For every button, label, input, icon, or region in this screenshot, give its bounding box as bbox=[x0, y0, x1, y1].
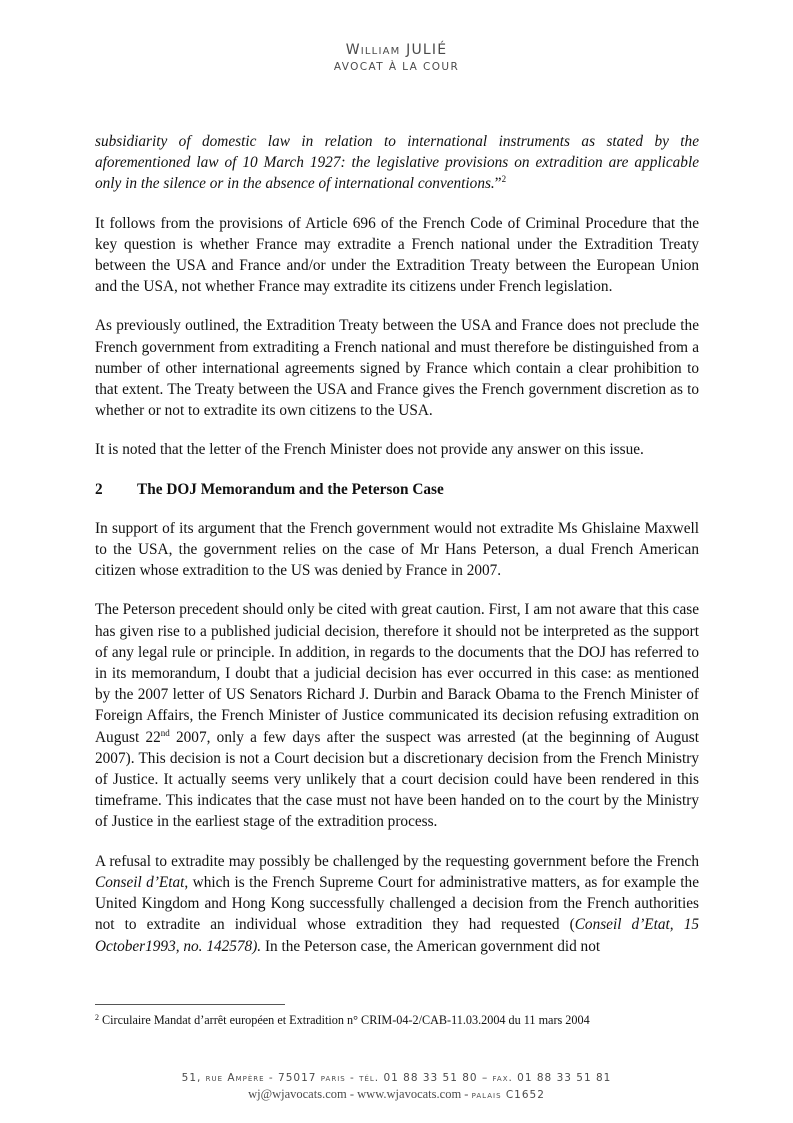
footer-address: 51, rue Ampère - 75017 paris - tél. 01 88 33 51 80 – fax. 01 88 33 51 81 bbox=[181, 1072, 612, 1084]
text-run: The Peterson precedent should only be cited with great caution. First, I am not aware that this case has given rise to a published judicial decision, therefore it should not be interpreted as the support of any legal rule or principle. In addition, in regards to the documents that the DOJ has referred to in its memorandum, I doubt that a judicial decision has ever occurred in this case: as mentioned by the 2007 letter of US Senators Richard J. Durbin and Barack Obama to the French Minister of Foreign Affairs, the French Minister of Justice communicated its decision refusing extradition on August 22 bbox=[95, 601, 699, 746]
section-title: The DOJ Memorandum and the Peterson Case bbox=[137, 480, 444, 498]
footer-website[interactable]: www.wjavocats.com bbox=[357, 1087, 462, 1101]
page-footer bbox=[0, 1070, 793, 1103]
section-heading bbox=[95, 479, 699, 500]
closing-quote: ” bbox=[494, 175, 502, 193]
paragraph-treaty: As previously outlined, the Extradition Treaty between the USA and France does not preclude the French government from extraditing a French national and must therefore be distinguished from a number of other international agreements signed by France which contain a clear prohibition to that extent. The Treaty between the USA and France gives the French government discretion as to whether or not to extradite its own citizens to the USA. bbox=[95, 317, 699, 420]
separator: - bbox=[346, 1087, 358, 1101]
document-body bbox=[95, 131, 699, 975]
lawyer-name: William JULIÉ bbox=[345, 42, 448, 58]
paragraph-conseil-etat bbox=[95, 851, 699, 957]
letterhead bbox=[0, 40, 793, 74]
footnote-divider bbox=[95, 1004, 285, 1005]
text-run: 2007, only a few days after the suspect was arrested (at the beginning of August 2007). This decision is not a Court decision but a discretionary decision from the French Ministry of Justice. It actually seems very unlikely that a court decision could have been rendered in this timeframe. This indicates that the case must not have been handed on to the court by the Ministry of Justice in the earliest stage of the extradition process. bbox=[95, 728, 699, 831]
italic-term: Conseil d’Etat bbox=[95, 873, 185, 891]
text-run: In the Peterson case, the American government did not bbox=[261, 937, 601, 955]
paragraph-minister-letter: It is noted that the letter of the French Minister does not provide any answer on this issue. bbox=[95, 441, 644, 459]
footer-palais: palais C1652 bbox=[471, 1089, 545, 1101]
paragraph-peterson-intro: In support of its argument that the French government would not extradite Ms Ghislaine Maxwell to the USA, the government relies on the case of Mr Hans Peterson, a dual French American citizen whose extradition to the US was denied by France in 2007. bbox=[95, 519, 699, 580]
footnote-ref[interactable]: 2 bbox=[501, 174, 507, 185]
footnote-number: 2 bbox=[95, 1013, 99, 1022]
separator: - bbox=[461, 1087, 472, 1101]
ordinal-suffix: nd bbox=[160, 727, 170, 738]
text-run: A refusal to extradite may possibly be challenged by the requesting government before the French bbox=[95, 852, 699, 870]
footnote bbox=[95, 1013, 715, 1028]
quote-text: subsidiarity of domestic law in relation to international instruments as stated by the aforementioned law of 10 March 1927: the legislative provisions on extradition are applicable only in the silence or in the absence of international conventions. bbox=[95, 133, 699, 193]
section-number: 2 bbox=[95, 480, 103, 498]
case-citation: Conseil d’Etat, 15 October1993, no. 142578). bbox=[95, 916, 699, 955]
footer-contact bbox=[0, 1086, 793, 1103]
lawyer-title: AVOCAT À LA COUR bbox=[333, 61, 460, 73]
paragraph-article-696: It follows from the provisions of Article 696 of the French Code of Criminal Procedure that the key question is whether France may extradite a French national under the Extradition Treaty between the USA and France and/or under the Extradition Treaty between the European Union and the USA, not whether France may extradite its citizens under French legislation. bbox=[95, 214, 699, 296]
paragraph-quote-continuation bbox=[95, 131, 699, 195]
paragraph-peterson-precedent bbox=[95, 599, 699, 832]
footnote-text: Circulaire Mandat d’arrêt européen et Extradition n° CRIM-04-2/CAB-11.03.2004 du 11 mars 2004 bbox=[99, 1013, 590, 1027]
footer-email[interactable]: wj@wjavocats.com bbox=[248, 1087, 347, 1101]
text-run: , which is the French Supreme Court for administrative matters, as for example the United Kingdom and Hong Kong successfully challenged a decision from the French authorities not to extradite an individual whose extradition they had requested ( bbox=[95, 873, 699, 934]
